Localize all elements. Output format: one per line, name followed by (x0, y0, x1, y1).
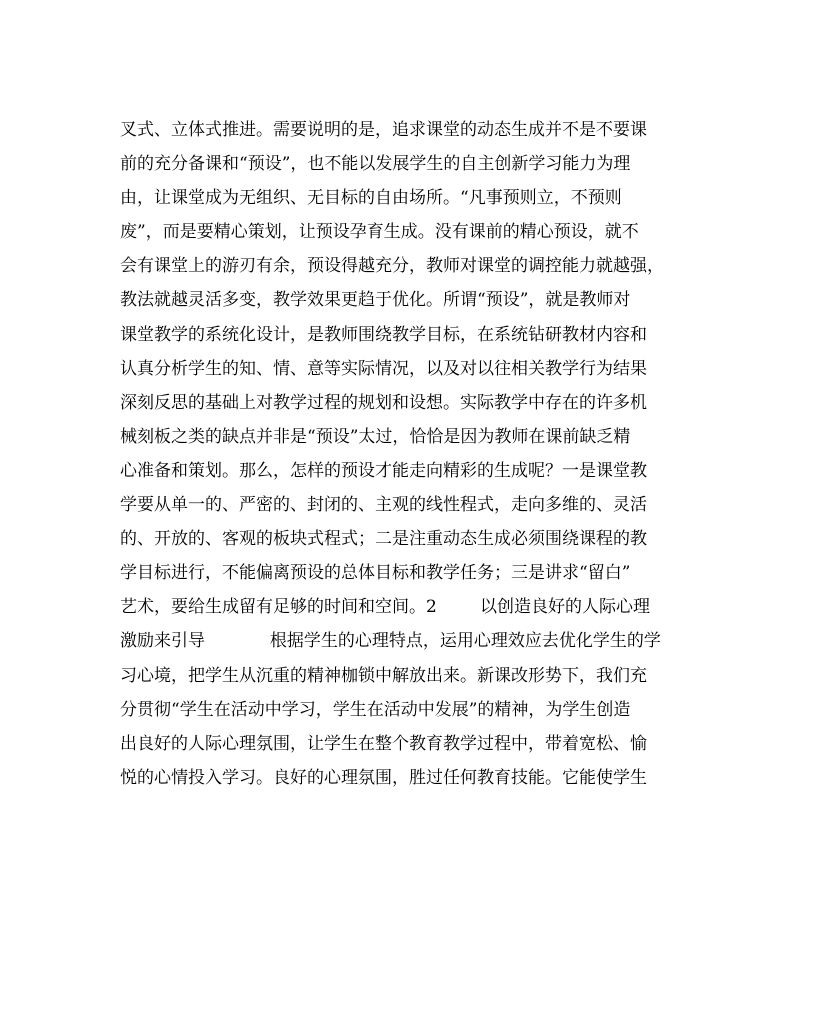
text-line: 前的充分备课和“预设”，也不能以发展学生的自主创新学习能力为理 (120, 154, 631, 175)
body-text (120, 114, 710, 794)
text-line: 深刻反思的基础上对教学过程的规划和设想。实际教学中存在的许多机 (120, 392, 647, 413)
text-line: 艺术，要给生成留有足够的时间和空间。2 以创造良好的人际心理 (120, 597, 651, 618)
text-line: 分贯彻“学生在活动中学习，学生在活动中发展”的精神，为学生创造 (120, 699, 631, 720)
text-line: 废”，而是要精心策划，让预设孕育生成。没有课前的精心预设，就不 (120, 222, 639, 243)
text-line: 学要从单一的、严密的、封闭的、主观的线性程式，走向多维的、灵活 (120, 495, 647, 516)
text-line: 的、开放的、客观的板块式程式；二是注重动态生成必须围绕课程的教 (120, 529, 647, 550)
text-line: 出良好的人际心理氛围，让学生在整个教育教学过程中，带着宽松、愉 (120, 733, 647, 754)
text-line: 叉式、立体式推进。需要说明的是，追求课堂的动态生成并不是不要课 (120, 120, 647, 140)
text-line: 习心境，把学生从沉重的精神枷锁中解放出来。新课改形势下，我们充 (120, 665, 647, 686)
text-line: 会有课堂上的游刃有余，预设得越充分，教师对课堂的调控能力就越强， (120, 256, 664, 277)
text-line: 认真分析学生的知、情、意等实际情况，以及对以往相关教学行为结果 (120, 358, 647, 379)
text-line: 激励来引导 根据学生的心理特点，运用心理效应去优化学生的学 (120, 631, 661, 652)
text-line: 教法就越灵活多变，教学效果更趋于优化。所谓“预设”，就是教师对 (120, 290, 631, 311)
text-line: 心准备和策划。那么，怎样的预设才能走向精彩的生成呢？一是课堂教 (120, 460, 647, 481)
text-line: 械刻板之类的缺点并非是“预设”太过，恰恰是因为教师在课前缺乏精 (120, 426, 631, 447)
text-line: 学目标进行，不能偏离预设的总体目标和教学任务；三是讲求“留白” (120, 563, 631, 584)
text-line: 由，让课堂成为无组织、无目标的自由场所。“凡事预则立，不预则 (120, 188, 622, 209)
text-line: 课堂教学的系统化设计，是教师围绕教学目标，在系统钻研教材内容和 (120, 324, 647, 345)
text-line: 悦的心情投入学习。良好的心理氛围，胜过任何教育技能。它能使学生 (120, 767, 647, 788)
